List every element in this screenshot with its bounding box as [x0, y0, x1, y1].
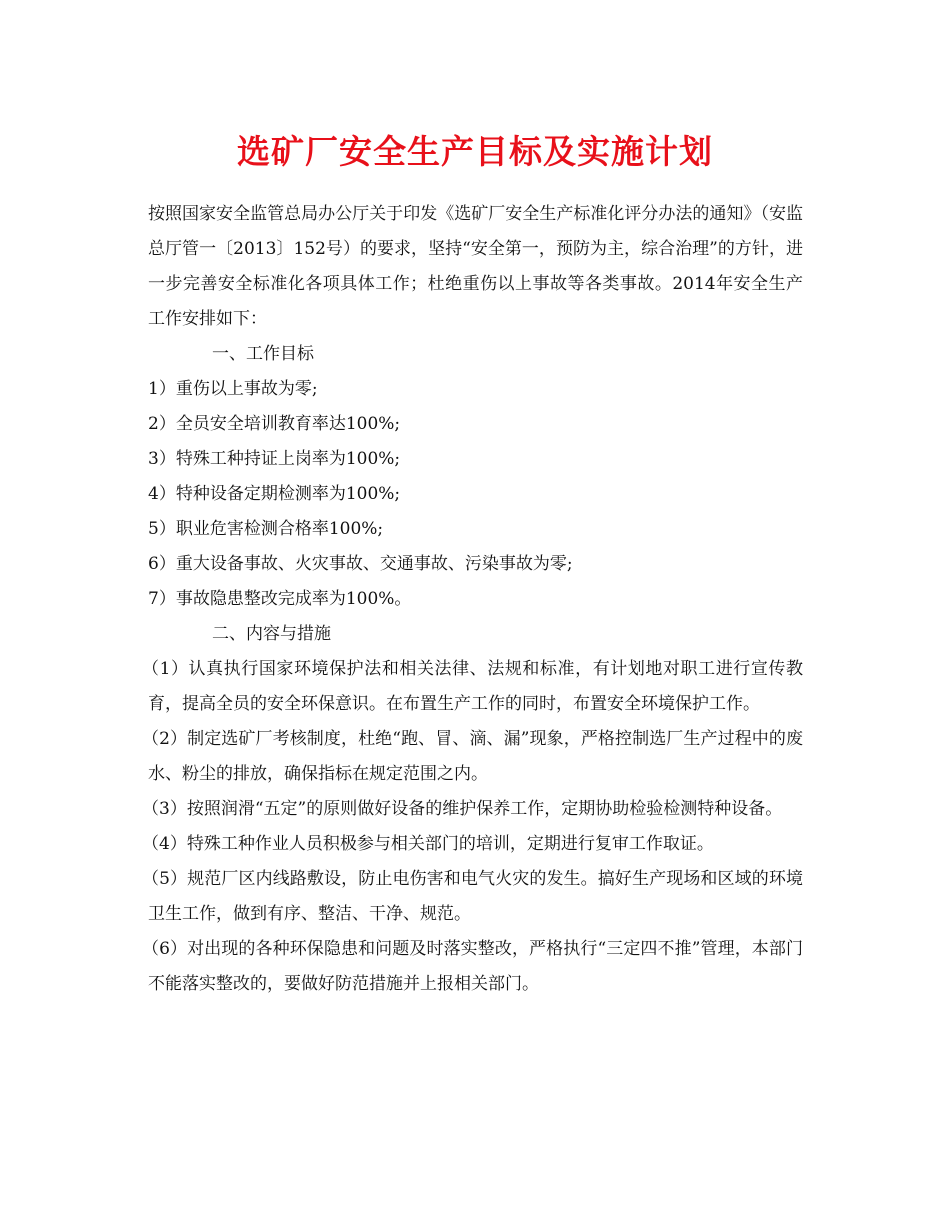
measure-item: （5）规范厂区内线路敷设，防止电伤害和电气火灾的发生。搞好生产现场和区域的环境卫生工作，做到有序、整洁、干净、规范。 — [142, 869, 803, 924]
goal-item: 4）特种设备定期检测率为100%; — [148, 484, 401, 504]
section-heading-measures: 二、内容与措施 — [212, 624, 331, 644]
section-heading-goals: 一、工作目标 — [212, 344, 314, 364]
measure-item: （2）制定选矿厂考核制度，杜绝“跑、冒、滴、漏”现象，严格控制选厂生产过程中的废水、粉尘的排放，确保指标在规定范围之内。 — [142, 729, 803, 784]
goal-item: 3）特殊工种持证上岗率为100%; — [148, 449, 401, 469]
measure-item: （4）特殊工种作业人员积极参与相关部门的培训，定期进行复审工作取证。 — [142, 834, 714, 854]
document-title: 选矿厂安全生产目标及实施计划 — [237, 132, 713, 171]
measure-item: （1）认真执行国家环境保护法和相关法律、法规和标准，有计划地对职工进行宣传教育，提高全员的安全环保意识。在布置生产工作的同时，布置安全环境保护工作。 — [142, 659, 803, 714]
goal-item: 7）事故隐患整改完成率为100%。 — [148, 589, 412, 609]
goal-item: 5）职业危害检测合格率100%; — [148, 519, 384, 539]
intro-paragraph: 按照国家安全监管总局办公厅关于印发《选矿厂安全生产标准化评分办法的通知》（安监总厅管一〔2013〕152号）的要求，坚持“安全第一，预防为主，综合治理”的方针，进一步完善安全标准化各项具体工作；杜绝重伤以上事故等各类事故。2014年安全生产工作安排如下： — [148, 204, 803, 329]
goal-item: 2）全员安全培训教育率达100%; — [148, 414, 401, 434]
measure-item: （3）按照润滑“五定”的原则做好设备的维护保养工作，定期协助检验检测特种设备。 — [142, 799, 783, 819]
measure-item: （6）对出现的各种环保隐患和问题及时落实整改，严格执行“三定四不推”管理，本部门不能落实整改的，要做好防范措施并上报相关部门。 — [142, 939, 803, 994]
goal-item: 6）重大设备事故、火灾事故、交通事故、污染事故为零; — [148, 554, 573, 574]
goal-item: 1）重伤以上事故为零; — [148, 379, 318, 399]
document-body — [142, 197, 803, 1002]
